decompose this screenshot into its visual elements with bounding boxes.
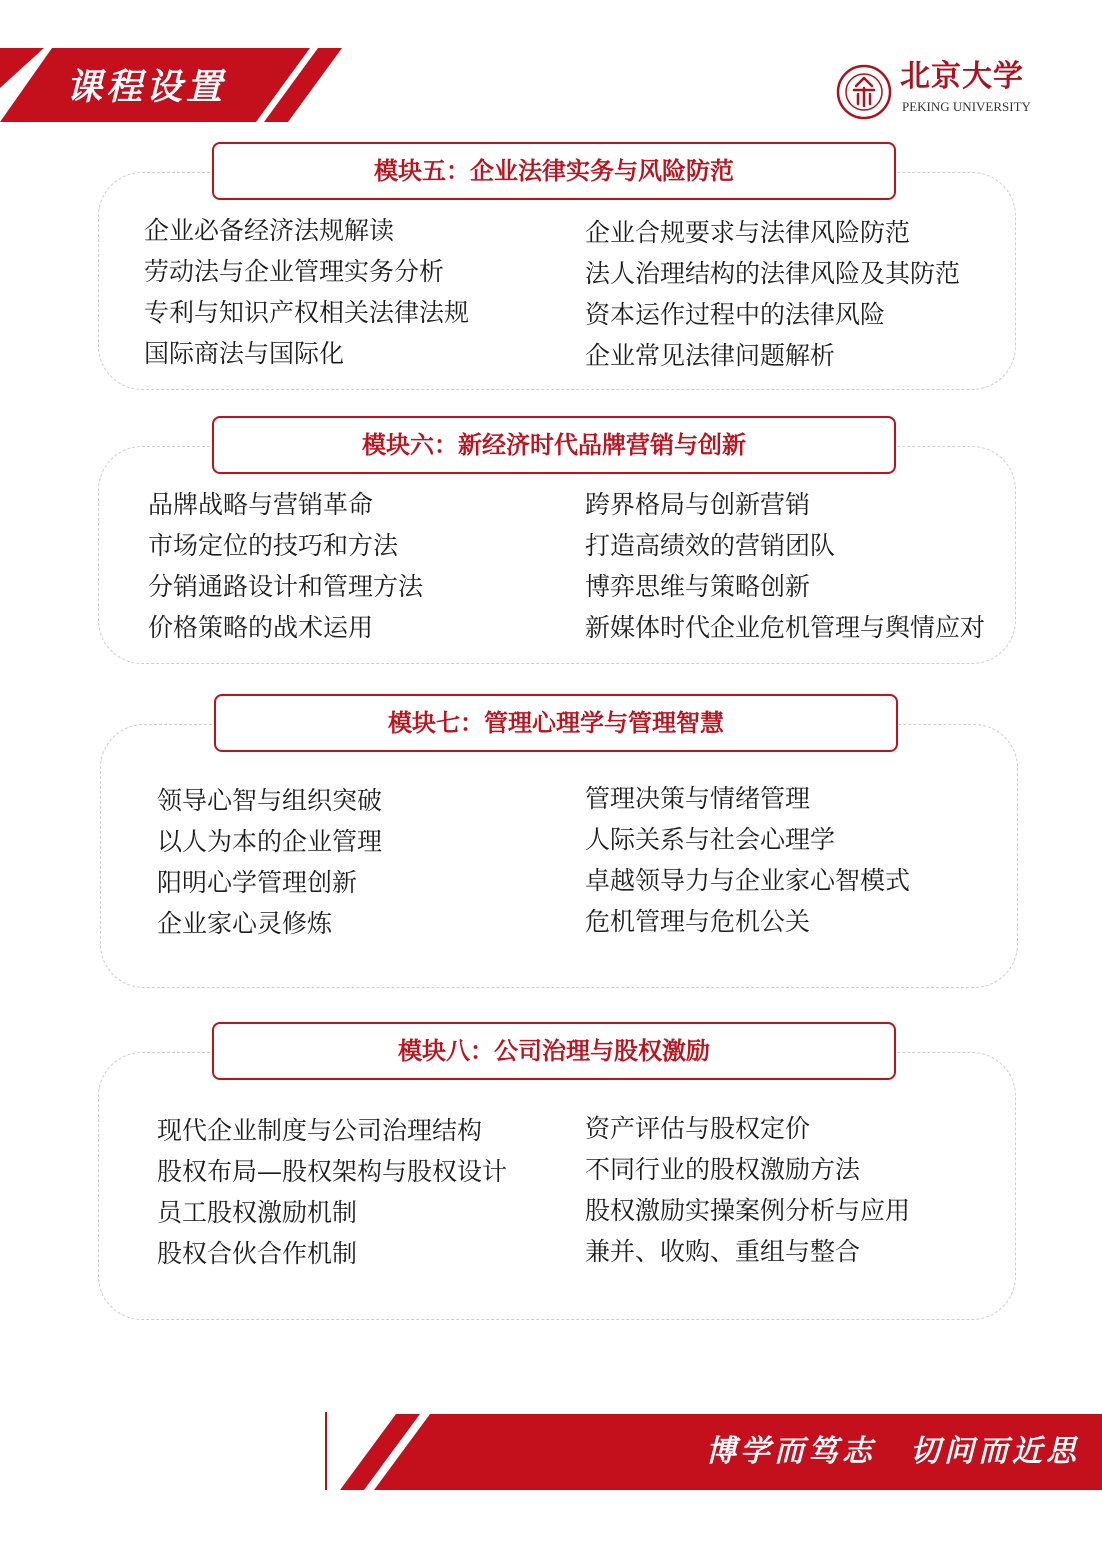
course-item: 企业合规要求与法律风险防范 <box>585 218 911 247</box>
course-list-right <box>585 484 985 648</box>
course-item: 专利与知识产权相关法律法规 <box>144 298 470 327</box>
course-list-left <box>157 780 382 944</box>
course-item: 国际商法与国际化 <box>144 339 345 368</box>
course-list-right <box>585 778 910 942</box>
course-item: 品牌战略与营销革命 <box>148 490 374 519</box>
course-list-right <box>585 1108 910 1272</box>
course-list-left <box>148 484 423 648</box>
course-item: 劳动法与企业管理实务分析 <box>144 257 445 286</box>
module-title: 模块六：新经济时代品牌营销与创新 <box>212 416 896 474</box>
course-item: 员工股权激励机制 <box>157 1198 358 1227</box>
course-item: 企业常见法律问题解析 <box>585 341 836 370</box>
course-item: 领导心智与组织突破 <box>157 786 383 815</box>
course-item: 人际关系与社会心理学 <box>585 825 836 854</box>
course-list-left <box>144 210 469 374</box>
course-item: 法人治理结构的法律风险及其防范 <box>585 259 961 288</box>
course-item: 不同行业的股权激励方法 <box>585 1155 861 1184</box>
course-item: 卓越领导力与企业家心智模式 <box>585 866 911 895</box>
course-list-left <box>157 1110 507 1274</box>
logo-name-cn: 北京大学 <box>900 59 1024 94</box>
course-item: 企业家心灵修炼 <box>157 909 333 938</box>
course-item: 股权激励实操案例分析与应用 <box>585 1196 911 1225</box>
page-title: 课程设置 <box>66 67 227 108</box>
module-title: 模块七：管理心理学与管理智慧 <box>214 694 898 752</box>
course-item: 阳明心学管理创新 <box>157 868 358 897</box>
course-item: 新媒体时代企业危机管理与舆情应对 <box>585 613 986 642</box>
course-item: 资本运作过程中的法律风险 <box>585 300 886 329</box>
university-seal-icon <box>836 64 892 120</box>
course-item: 企业必备经济法规解读 <box>144 216 395 245</box>
course-item: 博弈思维与策略创新 <box>585 572 811 601</box>
footer-motto: 博学而笃志 切问而近思 <box>706 1434 1080 1469</box>
module-title: 模块五：企业法律实务与风险防范 <box>212 142 896 200</box>
course-list-right <box>585 212 960 376</box>
module-title: 模块八：公司治理与股权激励 <box>212 1022 896 1080</box>
course-item: 管理决策与情绪管理 <box>585 784 811 813</box>
course-item: 跨界格局与创新营销 <box>585 490 811 519</box>
course-item: 股权布局—股权架构与股权设计 <box>157 1157 508 1186</box>
course-item: 打造高绩效的营销团队 <box>585 531 836 560</box>
course-item: 资产评估与股权定价 <box>585 1114 811 1143</box>
course-item: 价格策略的战术运用 <box>148 613 374 642</box>
footer-divider <box>325 1412 327 1490</box>
course-item: 分销通路设计和管理方法 <box>148 572 424 601</box>
logo-name-en: PEKING UNIVERSITY <box>902 99 1031 114</box>
course-item: 现代企业制度与公司治理结构 <box>157 1116 483 1145</box>
course-item: 兼并、收购、重组与整合 <box>585 1237 861 1266</box>
course-item: 市场定位的技巧和方法 <box>148 531 399 560</box>
course-item: 以人为本的企业管理 <box>157 827 383 856</box>
course-item: 危机管理与危机公关 <box>585 907 811 936</box>
course-item: 股权合伙合作机制 <box>157 1239 358 1268</box>
